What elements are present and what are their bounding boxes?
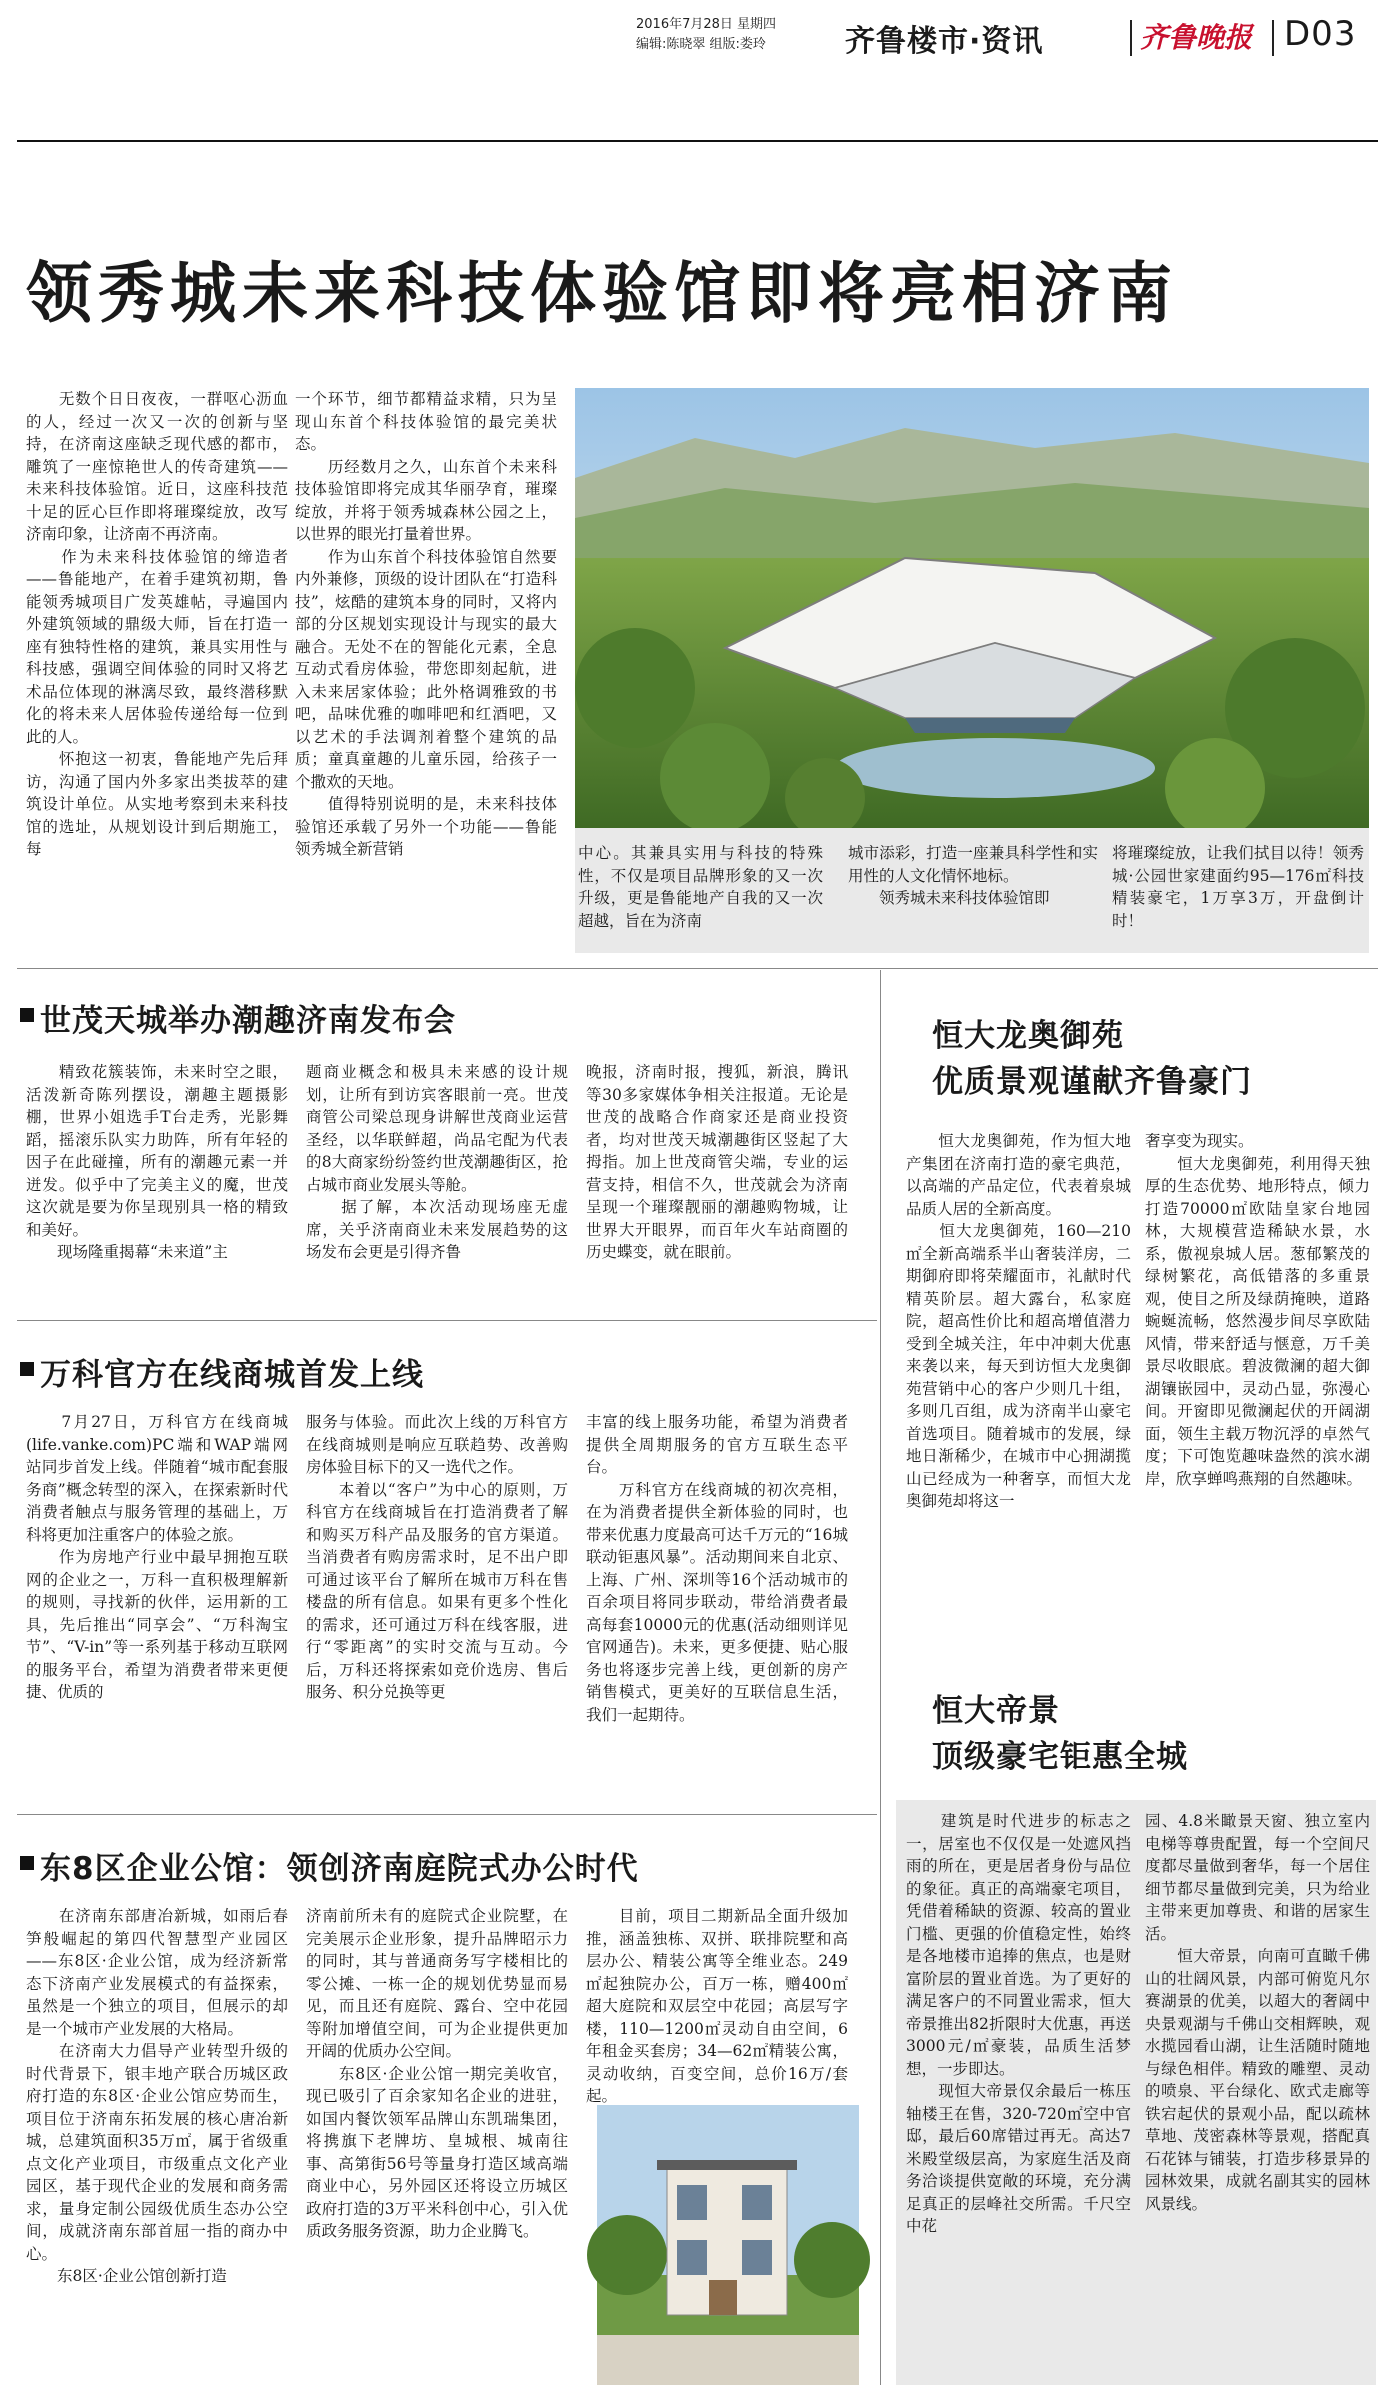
column-divider [880, 970, 881, 2385]
dong8-col1: 在济南东部唐冶新城，如雨后春笋般崛起的第四代智慧型产业园区——东8区·企业公馆，成为经济新常态下济南产业发展模式的有益探索，虽然是一个独立的项目，但展示的却是一个城市产业发展的大格局。 在济南大力倡导产业转型升级的时代背景下，银丰地产联合历城区政府打造的东8区·企业公馆应势而生，项目位于济南东拓发展的核心唐冶新城，总建筑面积35万㎡，属于省级重点文化产业项目，市级重点文化产业园区，基于现代企业的发展和商务需求，量身定制公园级优质生态办公空间，成就济南东部首屈一指的商办中心。 东8区·企业公馆创新打造 [26, 1907, 288, 2285]
lead-article-col1: 无数个日日夜夜，一群呕心沥血的人，经过一次又一次的创新与坚持，在济南这座缺乏现代感的都市，雕筑了一座惊艳世人的传奇建筑——未来科技体验馆。近日，这座科技范十足的匠心巨作即将璀璨绽放，改写济南印象，让济南不再济南。 作为未来科技体验馆的缔造者——鲁能地产，在着手建筑初期，鲁能领秀城项目广发英雄帖，寻遍国内外建筑领域的鼎级大师，旨在打造一座有独特性格的建筑，兼具实用性与科技感，强调空间体验的同时又将艺术品位体现的淋漓尽致，最终潜移默化的将未来人居体验传递给每一位到此的人。 怀抱这一初衷，鲁能地产先后拜访，沟通了国内外多家出类拔萃的建筑设计单位。从实地考察到未来科技馆的选址，从规划设计到后期施工，每 [26, 390, 288, 858]
shimao-col3: 晚报，济南时报，搜狐，新浪，腾讯等30多家媒体争相关注报道。无论是世茂的战略合作商家还是商业投资者，均对世茂天城潮趣街区竖起了大拇指。加上世茂商管尖端，专业的运营支持，相信不久，世茂就会为济南呈现一个璀璨靓丽的潮趣购物城，让世界大开眼界，而百年火车站商圈的历史蝶变，就在眼前。 [586, 1063, 848, 1261]
header-rule [17, 140, 1378, 142]
dong8-col2: 济南前所未有的庭院式企业院墅，在完美展示企业形象，提升品牌昭示力的同时，其与普通商务写字楼相比的零公摊、一栋一企的规划优势显而易见，而且还有庭院、露台、空中花园等附加增值空间，可为企业提供更加开阔的优质办公空间。 东8区·企业公馆一期完美收官，现已吸引了百余家知名企业的进驻，如国内餐饮领军品牌山东凯瑞集团，将携旗下老牌坊、皇城根、城南往事、高第街56号等量身打造区域高端商业中心，另外园区还将设立历城区政府打造的3万平米科创中心，引入优质政务服务资源，助力企业腾飞。 [306, 1907, 568, 2240]
hengda2-col2: 园、4.8米瞰景天窗、独立室内电梯等尊贵配置，每一个空间尺度都尽量做到奢华，每一个居住细节都尽量做到完美，只为给业主带来更加尊贵、和谐的居家生活。 恒大帝景，向南可直瞰千佛山的壮阔风景，内部可俯览凡尔赛湖景的优美，以超大的奢阔中央景观湖与千佛山交相辉映，观水揽园看山湖，让生活随时随地与绿色相伴。精致的雕塑、灵动的喷泉、平台绿化、欧式走廊等铁宕起伏的景观小品，配以疏林草地、茂密森林等景观，搭配真石花钵与铺装，打造步移景异的园林效果，成就名副其实的园林风景线。 [1145, 1812, 1370, 2213]
villa-rendering [597, 2105, 859, 2385]
lead-caption-col1: 中心。其兼具实用与科技的特殊性，不仅是项目品牌形象的又一次升级，更是鲁能地产自我的又一次超越，旨在为济南 [578, 844, 823, 930]
section-title: 齐鲁楼市·资讯 [845, 24, 1044, 59]
section-marker [20, 1362, 34, 1376]
hengda2-title-line2: 顶级豪宅钜惠全城 [932, 1739, 1188, 1775]
vanke-title: 万科官方在线商城首发上线 [40, 1357, 424, 1393]
lead-caption-col2: 城市添彩，打造一座兼具科学性和实用性的人文化情怀地标。 领秀城未来科技体验馆即 [848, 844, 1098, 907]
issue-date: 2016年7月28日 星期四 [636, 17, 777, 32]
vanke-col3: 丰富的线上服务功能，希望为消费者提供全周期服务的官方互联生态平台。 万科官方在线商城的初次亮相，在为消费者提供全新体验的同时，也带来优惠力度最高可达千万元的“16城联动钜惠风暴”。活动期间来自北京、上海、广州、深圳等16个活动城市的百余项目将同步联动，带给消费者最高每套10000元的优惠(活动细则详见官网通告)。未来，更多便捷、贴心服务也将逐步完善上线，更创新的房产销售模式，更美好的互联信息生活，我们一起期待。 [586, 1413, 848, 1724]
shimao-col2: 题商业概念和极具未来感的设计规划，让所有到访宾客眼前一亮。世茂商管公司梁总现身讲解世茂商业运营圣经，以华联鲜超，尚品宅配为代表的8大商家纷纷签约世茂潮趣街区，抢占城市商业发展头等舱。 据了解，本次活动现场座无虚席，关乎济南商业未来发展趋势的这场发布会更是引得齐鲁 [306, 1063, 568, 1261]
section-rule [17, 968, 1378, 969]
building-rendering [575, 388, 1369, 828]
shimao-title: 世茂天城举办潮趣济南发布会 [40, 1003, 456, 1039]
hengda1-title-line1: 恒大龙奥御苑 [932, 1018, 1124, 1054]
page-number: D03 [1284, 14, 1357, 54]
lead-caption-col3: 将璀璨绽放，让我们拭目以待！领秀城·公园世家建面约95—176㎡科技精装豪宅，1万享3万，开盘倒计时！ [1112, 844, 1364, 930]
shimao-col1: 精致花簇装饰，未来时空之眼，活泼新奇陈列摆设，潮趣主题摄影棚，世界小姐选手T台走秀，光影舞蹈，摇滚乐队实力助阵，所有年轻的因子在此碰撞，所有的潮趣元素一并迸发。似乎中了完美主义的魔，世茂这次就是要为你呈现别具一格的精致和美好。 现场隆重揭幕“未来道”主 [26, 1063, 288, 1261]
page-headline: 领秀城未来科技体验馆即将亮相济南 [26, 255, 1178, 332]
vanke-col1: 7月27日，万科官方在线商城(life.vanke.com)PC端和WAP端网站同步首发上线。伴随着“城市配套服务商”概念转型的深入，在探索新时代消费者触点与服务管理的基础上，万科将更加注重客户的体验之旅。 作为房地产行业中最早拥抱互联网的企业之一，万科一直积极理解新的规则，寻找新的伙伴，运用新的工具，先后推出“同享会”、“万科淘宝节”、“V-in”等一系列基于移动互联网的服务平台，希望为消费者带来更便捷、优质的 [26, 1413, 288, 1701]
section-rule [17, 1320, 877, 1321]
hengda1-col1: 恒大龙奥御苑，作为恒大地产集团在济南打造的豪宅典范，以高端的产品定位，代表着泉城品质人居的全新高度。 恒大龙奥御苑，160—210㎡全新高端系半山奢装洋房，二期御府即将荣耀面市，礼献时代精英阶层。超大露台，私家庭院，超高性价比和超高增值潜力受到全城关注，年中冲刺大优惠来袭以来，每天到访恒大龙奥御苑营销中心的客户少则几十组，多则几百组，成为济南半山豪宅首选项目。随着城市的发展，绿地日渐稀少，在城市中心拥湖揽山已经成为一种奢享，而恒大龙奥御苑却将这一 [906, 1132, 1131, 1510]
hengda2-col1: 建筑是时代进步的标志之一，居室也不仅仅是一处遮风挡雨的所在，更是居者身份与品位的象征。真正的高端豪宅项目，凭借着稀缺的资源、较高的置业门槛、更强的价值稳定性，始终是各地楼市追捧的焦点，也是财富阶层的置业首选。为了更好的满足客户的不同置业需求，恒大帝景推出82折限时大优惠，再送3000元/㎡豪装，品质生活梦想，一步即达。 现恒大帝景仅余最后一栋压轴楼王在售，320-720㎡空中官邸，最后60席错过再无。高达7米殿堂级层高，为家庭生活及商务洽谈提供宽敞的环境，充分满足真正的层峰社交所需。千尺空中花 [906, 1812, 1131, 2235]
hengda1-title-line2: 优质景观谨献齐鲁豪门 [932, 1064, 1252, 1100]
section-marker [20, 1856, 34, 1870]
newspaper-logo: 齐鲁晚报 [1140, 21, 1253, 54]
hengda2-title-line1: 恒大帝景 [932, 1693, 1060, 1729]
dong8-col3: 目前，项目二期新品全面升级加推，涵盖独栋、双拼、联排院墅和高层办公、精装公寓等全维业态。249㎡起独院办公，百万一栋，赠400㎡超大庭院和双层空中花园；高层写字楼，110—1200㎡灵动自由空间，6年租金买套房；34—62㎡精装公寓，灵动收纳，百变空间，总价16万/套起。 [586, 1907, 848, 2105]
villa-image [597, 2105, 859, 2385]
section-marker [20, 1008, 34, 1022]
hengda1-col2: 奢享变为现实。 恒大龙奥御苑，利用得天独厚的生态优势、地形特点，倾力打造70000㎡欧陆皇家台地园林，大规模营造稀缺水景，水系，傲视泉城人居。葱郁繁茂的绿树繁花，高低错落的多重景观，使目之所及绿荫掩映，道路蜿蜒流畅，悠然漫步间尽享欧陆风情，带来舒适与惬意，万千美景尽收眼底。碧波微澜的超大御湖镶嵌园中，灵动凸显，弥漫心间。开窗即见微澜起伏的开阔湖面，领生主载万物沉浮的卓然气度；下可饱览趣味盎然的滨水湖岸，欣享蝉鸣燕翔的自然趣味。 [1145, 1132, 1370, 1488]
editors-line: 编辑:陈晓翠 组版:娄玲 [636, 37, 766, 52]
section-rule [17, 1814, 877, 1815]
lead-article-col2: 一个环节，细节都精益求精，只为呈现山东首个科技体验馆的最完美状态。 历经数月之久，山东首个未来科技体验馆即将完成其华丽孕育，璀璨绽放，并将于领秀城森林公园之上，以世界的眼光打量着世界。 作为山东首个科技体验馆自然要内外兼修，顶级的设计团队在“打造科技”，炫酷的建筑本身的同时，又将内部的分区规划实现设计与现实的最大融合。无处不在的智能化元素，全息互动式看房体验，带您即刻起航，进入未来居家体验；此外格调雅致的书吧，品味优雅的咖啡吧和红酒吧，又以艺术的手法调剂着整个建筑的品质；童真童趣的儿童乐园，给孩子一个撒欢的天地。 值得特别说明的是，未来科技体验馆还承载了另外一个功能——鲁能领秀城全新营销 [295, 390, 557, 858]
header-divider [1272, 20, 1274, 56]
vanke-col2: 服务与体验。而此次上线的万科官方在线商城则是响应互联趋势、改善购房体验目标下的又一选代之作。 本着以“客户”为中心的原则，万科官方在线商城旨在打造消费者了解和购买万科产品及服务的官方渠道。当消费者有购房需求时，足不出户即可通过该平台了解所在城市万科在售楼盘的所有信息。如果有更多个性化的需求，还可通过万科在线客服，进行“零距离”的实时交流与互动。今后，万科还将探索如竞价选房、售后服务、积分兑换等更 [306, 1413, 568, 1701]
dong8-title: 东8区企业公馆：领创济南庭院式办公时代 [40, 1851, 639, 1887]
header-divider [1130, 20, 1132, 56]
main-building-image [575, 388, 1369, 828]
